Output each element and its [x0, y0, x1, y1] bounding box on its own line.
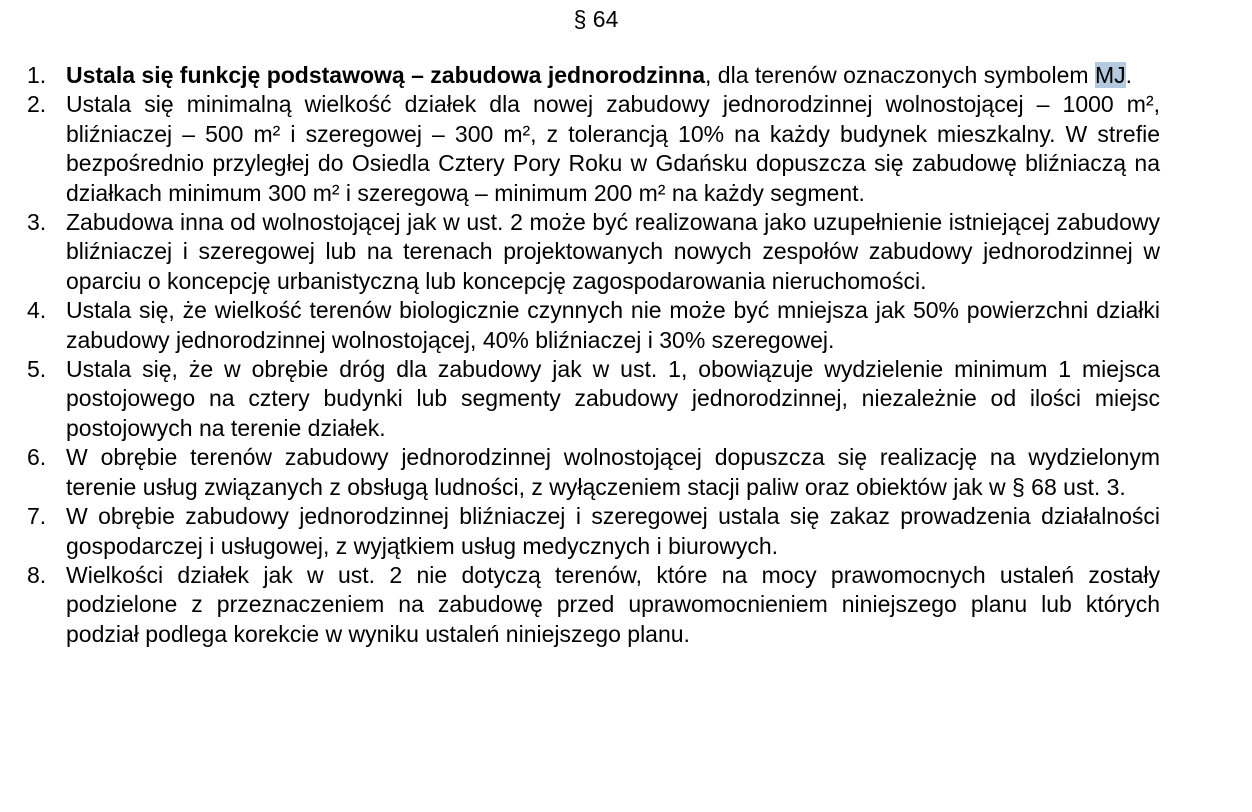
clause-3: [0, 208, 1160, 296]
clause-2: [0, 90, 1160, 208]
clause-number: 1.: [27, 62, 47, 88]
clause-text: Ustala się minimalną wielkość działek dla nowej zabudowy jednorodzinnej wolnostojącej – 1000 m², bliźniaczej – 500 m² i szeregowej – 300 m², z tolerancją 10% na każdy budynek mieszkalny. W strefie bezpośrednio przyległej do Osiedla Cztery Pory Roku w Gdańsku dopuszcza się zabudowę bliźniaczą na działkach minimum 300 m² i szeregową – minimum 200 m² na każdy segment.: [66, 91, 1160, 206]
clause-text: Ustala się, że wielkość terenów biologicznie czynnych nie może być mniejsza jak 50% powierzchni działki zabudowy jednorodzinnej wolnostojącej, 40% bliźniaczej i 30% szeregowej.: [66, 297, 1160, 353]
clause-number: 7.: [27, 503, 47, 530]
clause-text: Ustala się, że w obrębie dróg dla zabudowy jak w ust. 1, obowiązuje wydzielenie minimum 1 miejsca postojowego na cztery budynki lub segmenty zabudowy jednorodzinnej, niezależnie od ilości miejsc postojowych na terenie działek.: [66, 356, 1160, 441]
clause-text: Wielkości działek jak w ust. 2 nie dotyczą terenów, które na mocy prawomocnych ustaleń zostały podzielone z przeznaczeniem na zabudowę przed uprawomocnieniem niniejszego planu lub których podział podlega korekcie w wyniku ustaleń niniejszego planu.: [66, 561, 1160, 647]
clause-number: 2.: [27, 91, 47, 118]
clause-text: , dla terenów oznaczonych symbolem: [705, 62, 1095, 88]
clause-8: [0, 561, 1160, 649]
clause-1: [0, 61, 1160, 90]
clause-text: W obrębie terenów zabudowy jednorodzinnej wolnostojącej dopuszcza się realizację na wydzielonym terenie usług związanych z obsługą ludności, z wyłączeniem stacji paliw oraz obiektów jak w § 68 ust. 3.: [66, 444, 1160, 500]
section-heading: § 64: [573, 6, 619, 32]
clause-number: 3.: [27, 209, 47, 236]
clause-number: 8.: [27, 561, 47, 588]
clause-list: [0, 61, 1160, 649]
clause-number: 6.: [27, 444, 47, 471]
clause-4: [0, 296, 1160, 355]
clause-6: [0, 443, 1160, 502]
clause-text: Zabudowa inna od wolnostojącej jak w ust. 2 może być realizowana jako uzupełnienie istniejącej zabudowy bliźniaczej i szeregowej lub na terenach projektowanych nowych zespołów zabudowy jednorodzinnej w oparciu o koncepcję urbanistyczną lub koncepcję zagospodarowania nieruchomości.: [66, 209, 1160, 294]
selected-text[interactable]: MJ: [1094, 62, 1126, 88]
clause-number: 5.: [27, 356, 47, 383]
clause-number: 4.: [27, 297, 47, 324]
clause-7: [0, 502, 1160, 561]
clause-text: W obrębie zabudowy jednorodzinnej bliźniaczej i szeregowej ustala się zakaz prowadzenia działalności gospodarczej i usługowej, z wyjątkiem usług medycznych i biurowych.: [66, 503, 1160, 559]
clause-5: [0, 355, 1160, 443]
clause-text-end: .: [1125, 62, 1132, 88]
clause-bold-text: Ustala się funkcję podstawową – zabudowa jednorodzinna: [66, 62, 706, 88]
